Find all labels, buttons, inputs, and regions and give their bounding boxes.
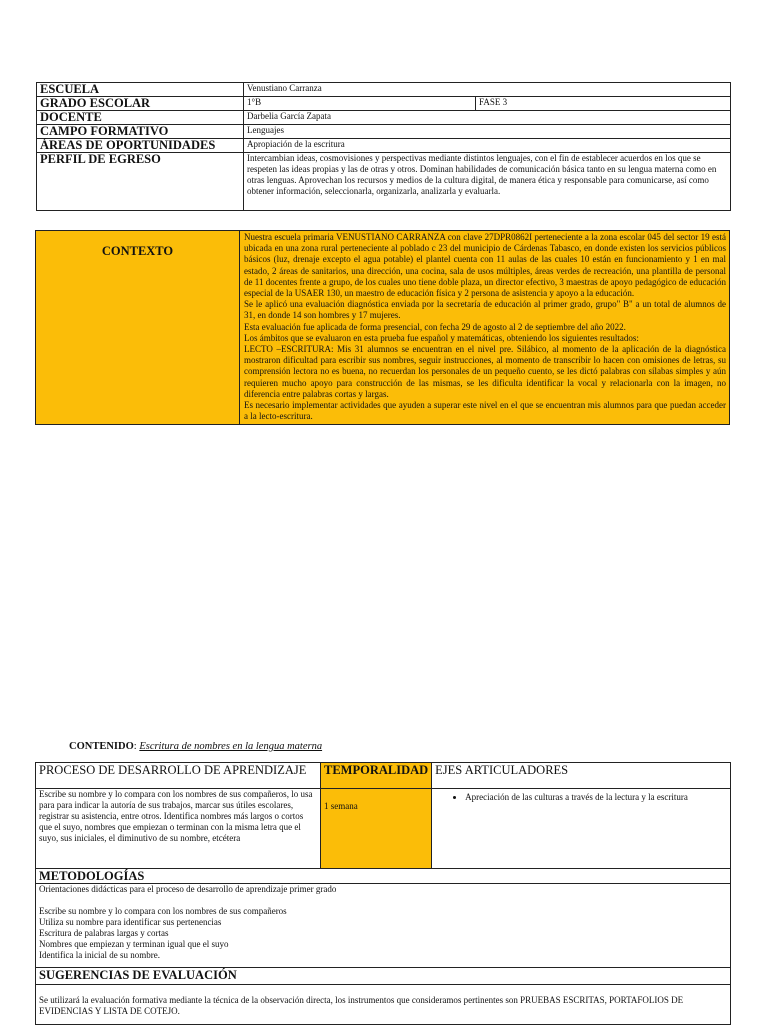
info-row-campo — [37, 125, 731, 139]
sugerencias-content-row — [36, 985, 731, 1025]
value-campo: Lenguajes — [244, 125, 731, 139]
contexto-table — [35, 230, 730, 425]
value-perfil: Intercambian ideas, cosmovisiones y perspectivas mediante distintos lenguajes, con el fin de establecer acuerdos en los que se respeten las ideas propias y las de otras y otros. Dominan habilidades de comunicación básica tanto en su lengua materna como en otras lenguas. Aprovechan los recursos y medios de la cultura digital, de manera ética y responsable para comunicarse, así como obtener información, seleccionarla, organizarla, analizarla y evaluarla. — [244, 153, 731, 211]
school-info-table — [36, 82, 731, 211]
contexto-paragraph: LECTO –ESCRITURA: Mis 31 alumnos se encuentran en el nivel pre. Silábico, al momento de la aplicación de la diagnóstica mostraron dificultad para escribir sus nombres, seguir instrucciones, al momento de transcribir lo hacen con omisiones de letras, su comprensión lectora no es buena, no recuerdan los personales de un pequeño cuento, se les dictó palabras con sílabas simples y aún requieren mucho apoyo para construcción de las mismas, se les dificulta identificar la vocal y relacionarla con la imagen, no diferencia entre palabras cortas y largas. — [244, 344, 726, 399]
label-areas: ÁREAS DE OPORTUNIDADES — [37, 139, 244, 153]
ejes-list — [435, 791, 727, 803]
metodologias-content-row — [36, 884, 731, 968]
planning-table — [35, 762, 731, 1025]
contexto-paragraph: Nuestra escuela primaria VENUSTIANO CARRANZA con clave 27DPR0862I perteneciente a la zona escolar 045 del sector 19 está ubicada en una zona rural perteneciente al poblado c 23 del municipio de Cárdenas Tabasco, en donde existen los servicios públicos básicos (luz, drenaje excepto el agua potable) el plantel cuenta con 11 aulas de las cuales 10 están en funcionamiento y 1 en mal estado, 2 áreas de sanitarios, una dirección, una cocina, sala de usos múltiples, áreas verdes de recreación, una plantilla de personal de 11 docentes frente a grupo, de los cuales uno tiene doble plaza, un director efectivo, 3 maestras de apoyo pedagógico de educación especial de la USAER 130, un maestro de educación física y 2 persona de asistencia y apoyo a la educación. — [244, 232, 726, 299]
info-row-docente — [37, 111, 731, 125]
header-metodologias: METODOLOGÍAS — [36, 869, 731, 884]
metodologias-item: Utiliza su nombre para identificar sus pertenencias — [39, 917, 222, 927]
header-ejes: EJES ARTICULADORES — [432, 763, 731, 789]
value-grado: 1°B — [244, 97, 476, 111]
contexto-body — [240, 231, 730, 425]
ejes-item: • Apreciación de las culturas a través de la lectura y la escritura — [465, 791, 727, 803]
contexto-paragraph: Se le aplicó una evaluación diagnóstica enviada por la secretaría de educación al primer grado, grupo" B" a un total de alumnos de 31, en donde 14 son hombres y 17 mujeres. — [244, 299, 726, 321]
contenido-value: Escritura de nombres en la lengua materna — [139, 741, 323, 752]
proceso-text: Escribe su nombre y lo compara con los nombres de sus compañeros, lo usa para para indicar la autoría de sus trabajos, marcar sus útiles escolares, registrar su asistencia, entre otros. Identifica nombres más largos o cortos que el suyo, nombres que empiezan o terminan con la misma letra que el suyo, sus iniciales, el diminutivo de su nombre, etcétera — [36, 789, 321, 869]
metodologias-cell — [36, 884, 731, 968]
contexto-label: CONTEXTO — [36, 231, 240, 425]
info-row-perfil — [37, 153, 731, 211]
info-row-grado — [37, 97, 731, 111]
metodologias-item: Identifica la inicial de su nombre. — [39, 950, 160, 960]
planning-header-row — [36, 763, 731, 789]
label-campo: CAMPO FORMATIVO — [37, 125, 244, 139]
contexto-paragraph: Los ámbitos que se evaluaron en esta prueba fue español y matemáticas, obteniendo los siguientes resultados: — [244, 332, 639, 343]
metodologias-header-row — [36, 869, 731, 884]
contenido-line: CONTENIDO: Escritura de nombres en la lengua materna — [69, 741, 323, 752]
temporalidad-text: 1 semana — [321, 789, 432, 869]
contexto-row — [36, 231, 730, 425]
info-row-escuela — [37, 83, 731, 97]
sugerencias-text: Se utilizará la evaluación formativa mediante la técnica de la observación directa, los instrumentos que consideramos pertinentes son PRUEBAS ESCRITAS, PORTAFOLIOS DE EVIDENCIAS Y LISTA DE COTEJO. — [36, 985, 731, 1025]
header-sugerencias: SUGERENCIAS DE EVALUACIÓN — [36, 968, 731, 985]
label-grado: GRADO ESCOLAR — [37, 97, 244, 111]
header-proceso: PROCESO DE DESARROLLO DE APRENDIZAJE — [36, 763, 321, 789]
header-temporalidad: TEMPORALIDAD — [321, 763, 432, 789]
value-escuela: Venustiano Carranza — [244, 83, 731, 97]
sugerencias-header-row — [36, 968, 731, 985]
contenido-label: CONTENIDO — [69, 741, 134, 752]
label-perfil: PERFIL DE EGRESO — [37, 153, 244, 211]
ejes-cell — [432, 789, 731, 869]
contexto-paragraph: Esta evaluación fue aplicada de forma presencial, con fecha 29 de agosto al 2 de septiembre del año 2022. — [244, 321, 626, 332]
value-fase: FASE 3 — [476, 97, 731, 111]
metodologias-item: Escritura de palabras largas y cortas — [39, 928, 169, 938]
metodologias-intro: Orientaciones didácticas para el proceso de desarrollo de aprendizaje primer grado — [39, 884, 337, 894]
value-areas: Apropiación de la escritura — [244, 139, 731, 153]
planning-content-row — [36, 789, 731, 869]
metodologias-item: Nombres que empiezan y terminan igual que el suyo — [39, 939, 229, 949]
value-docente: Darbelia García Zapata — [244, 111, 731, 125]
metodologias-item: Escribe su nombre y lo compara con los nombres de sus compañeros — [39, 906, 287, 916]
contexto-paragraph: Es necesario implementar actividades que ayuden a superar este nivel en el que se encuentran mis alumnos para que puedan acceder a la lecto-escritura. — [244, 400, 726, 422]
info-row-areas — [37, 139, 731, 153]
label-docente: DOCENTE — [37, 111, 244, 125]
label-escuela: ESCUELA — [37, 83, 244, 97]
